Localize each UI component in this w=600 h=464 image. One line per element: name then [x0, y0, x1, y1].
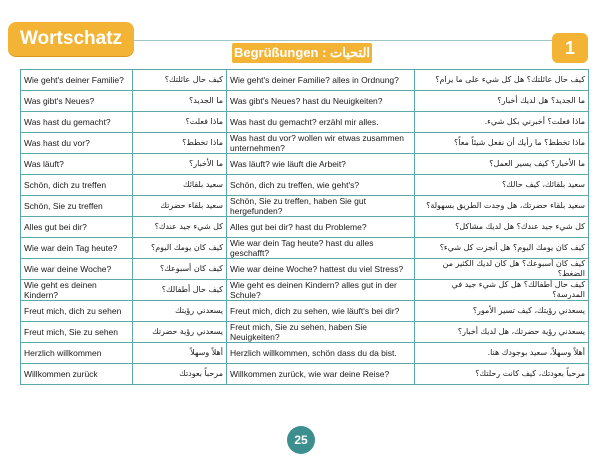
- german-phrase-short: Was hast du vor?: [21, 133, 133, 154]
- table-row: [21, 322, 589, 343]
- table-row: [21, 217, 589, 238]
- arabic-phrase-short: كيف كان يومك اليوم؟: [133, 238, 227, 259]
- arabic-phrase-short: يسعدني رؤيتك: [133, 301, 227, 322]
- arabic-phrase-short: ما الأخبار؟: [133, 154, 227, 175]
- german-phrase-long: Freut mich, dich zu sehen, wie läuft's bei dir?: [227, 301, 415, 322]
- german-phrase-short: Schön, dich zu treffen: [21, 175, 133, 196]
- table-row: [21, 301, 589, 322]
- arabic-phrase-long: مرحباً بعودتك، كيف كانت رحلتك؟: [415, 364, 589, 385]
- arabic-phrase-long: ما الجديد؟ هل لديك أخبار؟: [415, 91, 589, 112]
- arabic-phrase-long: ماذا فعلت؟ أخبرني بكل شيء.: [415, 112, 589, 133]
- arabic-phrase-long: كيف حال أطفالك؟ هل كل شيء جيد في المدرسة؟: [415, 280, 589, 301]
- arabic-phrase-short: سعيد بلقاء حضرتك: [133, 196, 227, 217]
- chapter-number-badge: 1: [552, 33, 588, 63]
- german-phrase-long: Freut mich, Sie zu sehen, haben Sie Neuigkeiten?: [227, 322, 415, 343]
- arabic-phrase-long: كيف كان يومك اليوم؟ هل أنجزت كل شيء؟: [415, 238, 589, 259]
- arabic-phrase-short: ما الجديد؟: [133, 91, 227, 112]
- arabic-phrase-short: كل شيء جيد عندك؟: [133, 217, 227, 238]
- german-phrase-long: Willkommen zurück, wie war deine Reise?: [227, 364, 415, 385]
- german-phrase-long: Schön, dich zu treffen, wie geht's?: [227, 175, 415, 196]
- table-row: [21, 280, 589, 301]
- arabic-phrase-short: ماذا فعلت؟: [133, 112, 227, 133]
- german-phrase-short: Wie war dein Tag heute?: [21, 238, 133, 259]
- header-divider: [134, 40, 562, 41]
- german-phrase-short: Was läuft?: [21, 154, 133, 175]
- arabic-phrase-short: كيف حال أطفالك؟: [133, 280, 227, 301]
- german-phrase-short: Herzlich willkommen: [21, 343, 133, 364]
- arabic-phrase-short: يسعدني رؤية حضرتك: [133, 322, 227, 343]
- page-number: 25: [287, 426, 315, 454]
- vocabulary-table-body: [21, 70, 589, 385]
- german-phrase-short: Wie war deine Woche?: [21, 259, 133, 280]
- german-phrase-long: Herzlich willkommen, schön dass du da bist.: [227, 343, 415, 364]
- german-phrase-long: Wie geht es deinen Kindern? alles gut in der Schule?: [227, 280, 415, 301]
- arabic-phrase-short: سعيد بلقائك: [133, 175, 227, 196]
- arabic-phrase-short: مرحباً بعودتك: [133, 364, 227, 385]
- table-row: [21, 259, 589, 280]
- german-phrase-short: Wie geht es deinen Kindern?: [21, 280, 133, 301]
- arabic-phrase-long: كل شيء جيد عندك؟ هل لديك مشاكل؟: [415, 217, 589, 238]
- german-phrase-long: Was läuft? wie läuft die Arbeit?: [227, 154, 415, 175]
- german-phrase-long: Alles gut bei dir? hast du Probleme?: [227, 217, 415, 238]
- german-phrase-long: Was hast du gemacht? erzähl mir alles.: [227, 112, 415, 133]
- arabic-phrase-short: كيف حال عائلتك؟: [133, 70, 227, 91]
- table-row: [21, 196, 589, 217]
- german-phrase-long: Wie war deine Woche? hattest du viel Stress?: [227, 259, 415, 280]
- table-row: [21, 175, 589, 196]
- german-phrase-long: Schön, Sie zu treffen, haben Sie gut hergefunden?: [227, 196, 415, 217]
- german-phrase-long: Wie war dein Tag heute? hast du alles geschafft?: [227, 238, 415, 259]
- arabic-phrase-short: أهلاً وسهلاً: [133, 343, 227, 364]
- arabic-phrase-long: كيف حال عائلتك؟ هل كل شيء على ما يرام؟: [415, 70, 589, 91]
- arabic-phrase-long: سعيد بلقائك، كيف حالك؟: [415, 175, 589, 196]
- arabic-phrase-long: سعيد بلقاء حضرتك، هل وجدت الطريق بسهولة؟: [415, 196, 589, 217]
- arabic-phrase-long: ماذا تخطط؟ ما رأيك أن نفعل شيئاً معاً؟: [415, 133, 589, 154]
- german-phrase-short: Wie geht's deiner Familie?: [21, 70, 133, 91]
- german-phrase-long: Wie geht's deiner Familie? alles in Ordnung?: [227, 70, 415, 91]
- arabic-phrase-long: يسعدني رؤيتك، كيف تسير الأمور؟: [415, 301, 589, 322]
- section-title: Begrüßungen : التحيات: [232, 43, 372, 63]
- german-phrase-short: Freut mich, Sie zu sehen: [21, 322, 133, 343]
- table-row: [21, 112, 589, 133]
- arabic-phrase-short: ماذا تخطط؟: [133, 133, 227, 154]
- table-row: [21, 91, 589, 112]
- german-phrase-short: Willkommen zurück: [21, 364, 133, 385]
- german-phrase-long: Was gibt's Neues? hast du Neuigkeiten?: [227, 91, 415, 112]
- table-row: [21, 70, 589, 91]
- german-phrase-short: Schön, Sie zu treffen: [21, 196, 133, 217]
- german-phrase-long: Was hast du vor? wollen wir etwas zusammen unternehmen?: [227, 133, 415, 154]
- german-phrase-short: Was hast du gemacht?: [21, 112, 133, 133]
- german-phrase-short: Alles gut bei dir?: [21, 217, 133, 238]
- table-row: [21, 364, 589, 385]
- arabic-phrase-long: ما الأخبار؟ كيف يسير العمل؟: [415, 154, 589, 175]
- arabic-phrase-short: كيف كان أسبوعك؟: [133, 259, 227, 280]
- table-row: [21, 154, 589, 175]
- wortschatz-badge: Wortschatz: [8, 22, 134, 56]
- table-row: [21, 133, 589, 154]
- table-row: [21, 238, 589, 259]
- german-phrase-short: Was gibt's Neues?: [21, 91, 133, 112]
- arabic-phrase-long: أهلاً وسهلاً، سعيد بوجودك هنا.: [415, 343, 589, 364]
- german-phrase-short: Freut mich, dich zu sehen: [21, 301, 133, 322]
- table-row: [21, 343, 589, 364]
- arabic-phrase-long: كيف كان أسبوعك؟ هل كان لديك الكثير من الضغط؟: [415, 259, 589, 280]
- vocabulary-table: [20, 69, 589, 385]
- arabic-phrase-long: يسعدني رؤية حضرتك، هل لديك أخبار؟: [415, 322, 589, 343]
